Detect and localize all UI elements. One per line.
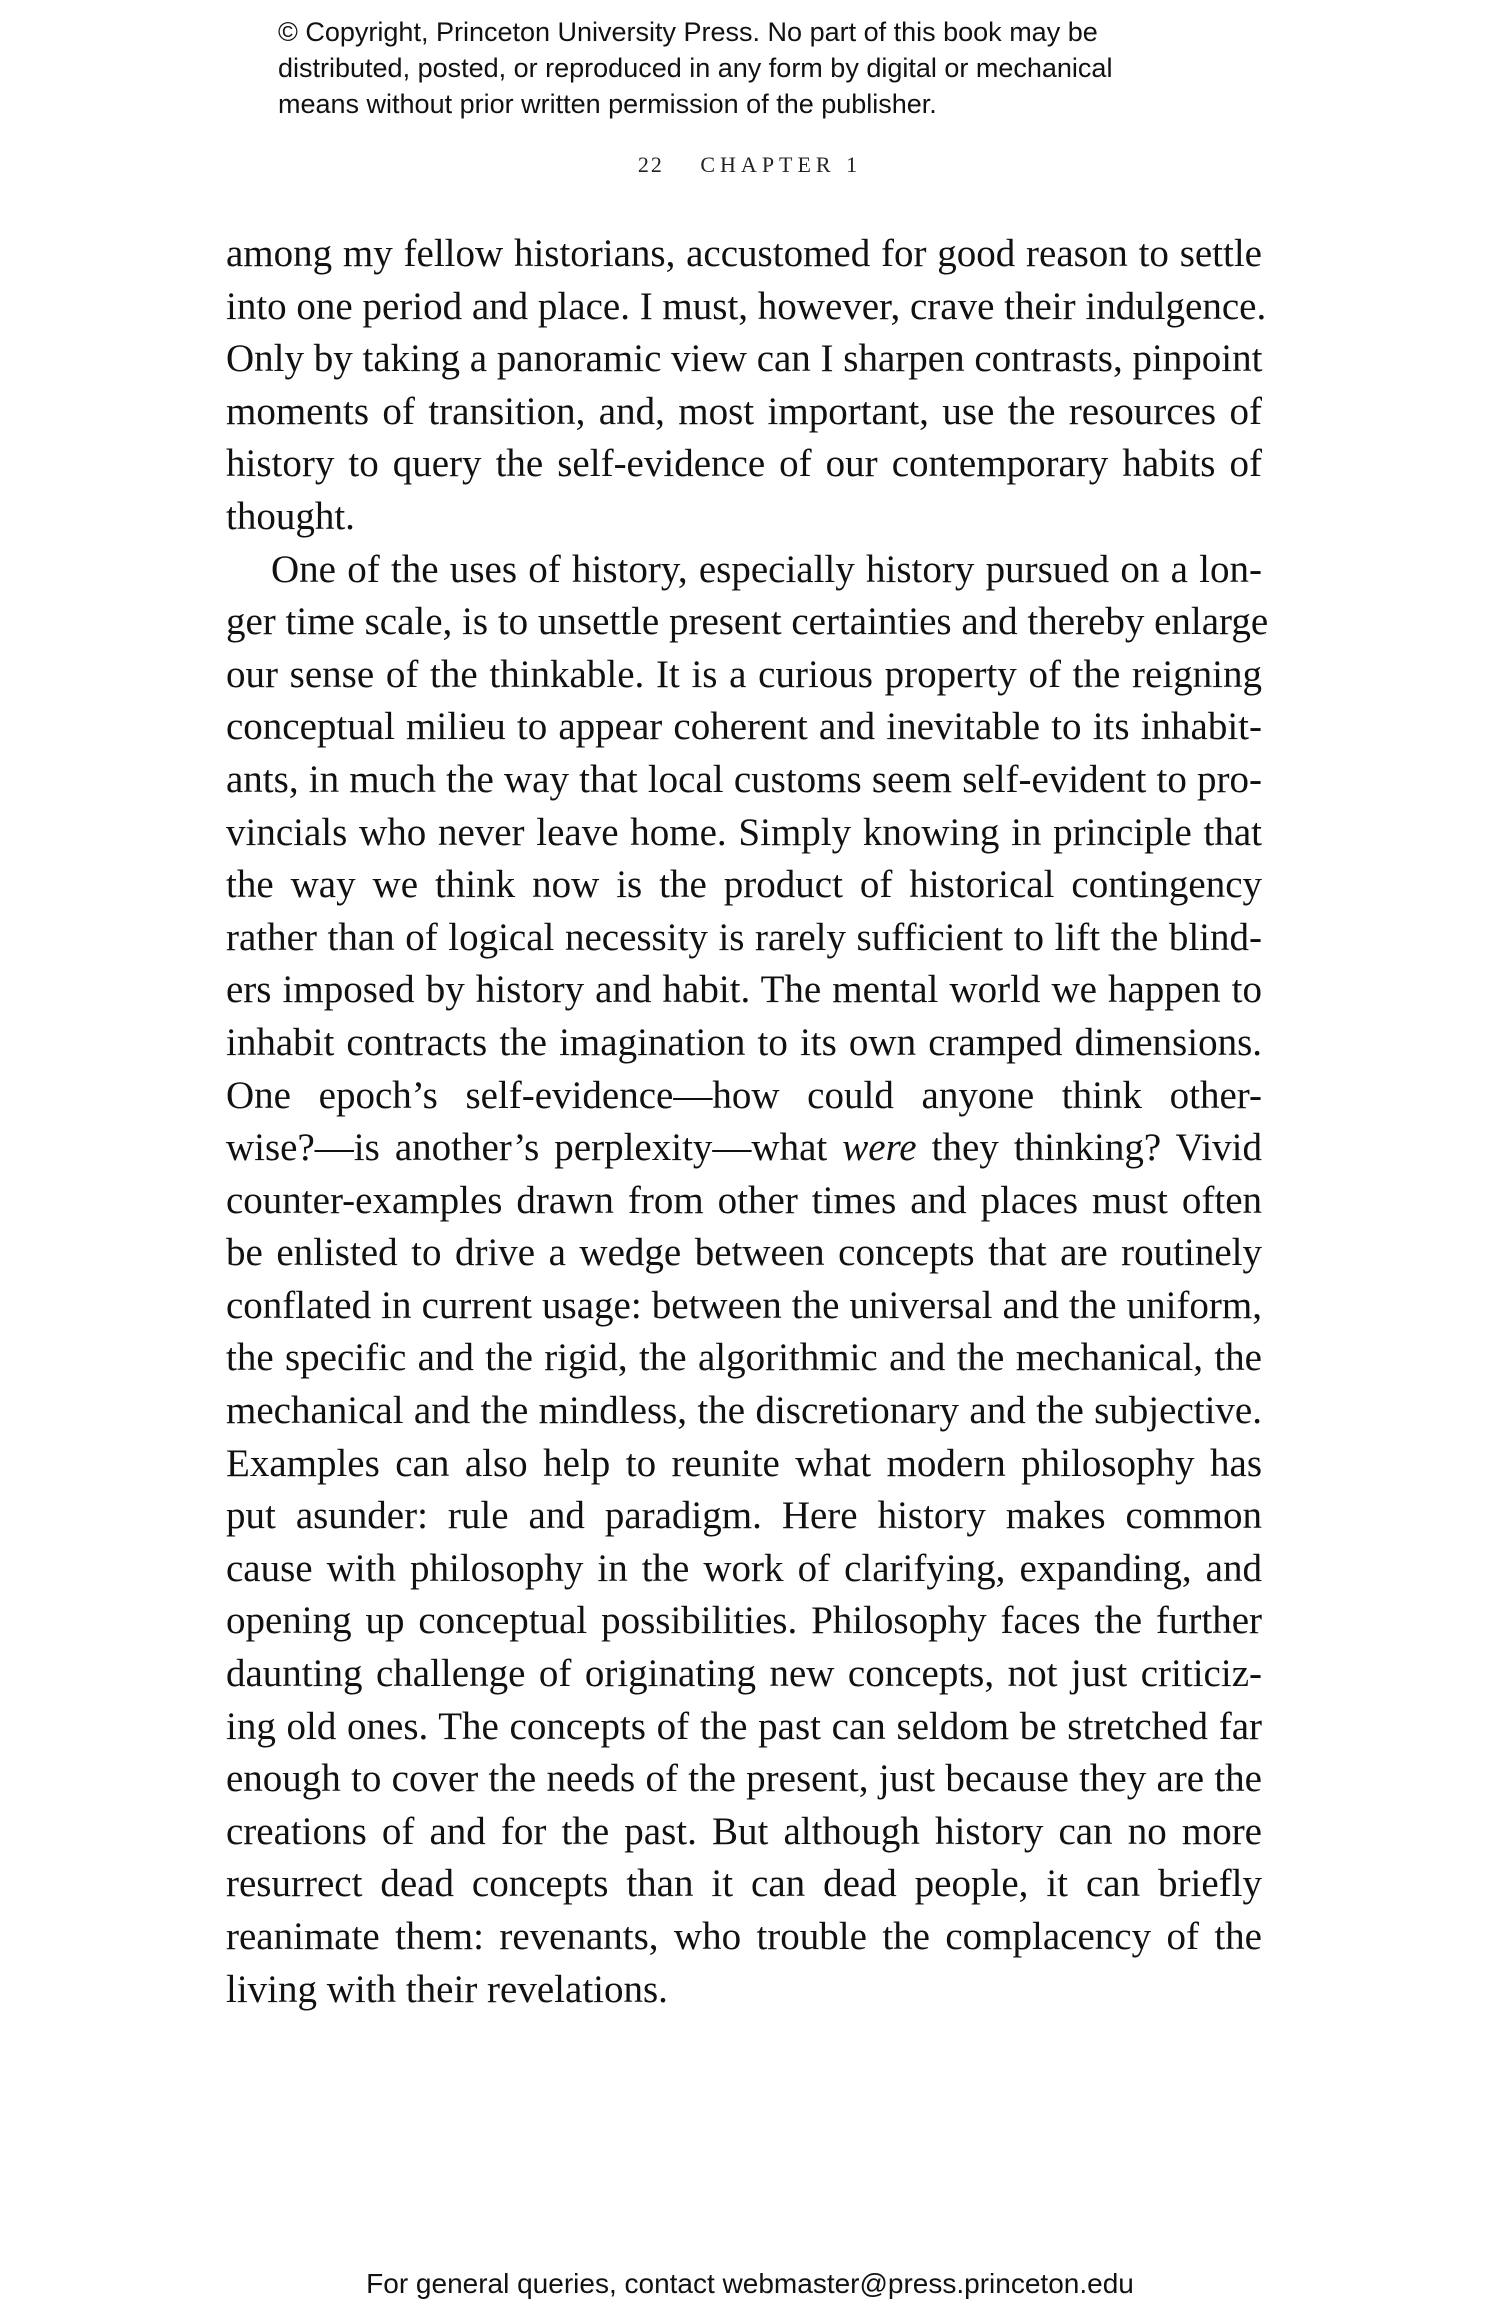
text-line: Only by taking a panoramic view can I sharpen contrasts, pinpoint [226,337,1263,381]
text-line: vincials who never leave home. Simply knowing in principle that [226,810,1262,854]
paragraph-1 [226,228,1267,544]
text-line: put asunder: rule and paradigm. Here history makes common [226,1494,1262,1538]
text-line: ers imposed by history and habit. The mental world we happen to [226,968,1262,1012]
body-text [226,228,1269,2016]
text-line: living with their revelations. [226,1967,668,2011]
text-line: rather than of logical necessity is rarely sufficient to lift the blind- [226,915,1262,959]
copyright-notice [278,14,1278,122]
text-line-with-italic [226,1122,1262,1175]
text-line: daunting challenge of originating new concepts, not just criticiz- [226,1652,1262,1696]
text-line: ing old ones. The concepts of the past can seldom be stretched far [226,1704,1262,1748]
text-line: mechanical and the mindless, the discretionary and the subjective. [226,1389,1262,1433]
text-line: our sense of the thinkable. It is a curious property of the reigning [226,652,1262,696]
text-line: ger time scale, is to unsettle present certainties and thereby enlarge [226,600,1269,644]
text-line: creations of and for the past. But although history can no more [226,1809,1262,1853]
text-line: resurrect dead concepts than it can dead people, it can briefly [226,1862,1262,1906]
text-line: history to query the self-evidence of our contemporary habits of [226,442,1262,486]
copyright-line: means without prior written permission of the publisher. [278,89,937,119]
text-line: be enlisted to drive a wedge between concepts that are routinely [226,1231,1262,1275]
text-segment: they thinking? Vivid [916,1126,1262,1170]
text-line: ants, in much the way that local customs seem self-evident to pro- [226,757,1262,801]
copyright-line: © Copyright, Princeton University Press. No part of this book may be [278,17,1098,47]
text-line: cause with philosophy in the work of clarifying, expanding, and [226,1546,1262,1590]
text-segment: wise?—is another’s perplexity—what [226,1126,843,1170]
text-line: One epoch’s self-evidence—how could anyone think other- [226,1073,1262,1117]
footer-contact: For general queries, contact webmaster@press.princeton.edu [366,2268,1134,2299]
paragraph-2 [226,544,1269,2017]
text-line: One of the uses of history, especially history pursued on a lon- [271,547,1262,591]
page-number: 22 [637,152,664,177]
italic-emphasis: were [842,1126,917,1170]
text-line: conceptual milieu to appear coherent and inevitable to its inhabit- [226,705,1262,749]
copyright-line: distributed, posted, or reproduced in any form by digital or mechanical [278,53,1113,83]
text-line: the specific and the rigid, the algorithmic and the mechanical, the [226,1336,1262,1380]
text-line: opening up conceptual possibilities. Philosophy faces the further [226,1599,1262,1643]
text-line: into one period and place. I must, however, crave their indulgence. [226,284,1267,328]
chapter-label: CHAPTER 1 [700,152,863,177]
text-line: counter-examples drawn from other times and places must often [226,1178,1262,1222]
text-line: among my fellow historians, accustomed for good reason to settle [226,232,1262,275]
text-line: the way we think now is the product of historical contingency [226,863,1262,907]
text-line: moments of transition, and, most important, use the resources of [226,389,1262,433]
text-line: thought. [226,494,355,538]
text-line: Examples can also help to reunite what modern philosophy has [226,1441,1262,1485]
text-line: reanimate them: revenants, who trouble the complacency of the [226,1915,1262,1958]
text-line: enough to cover the needs of the present, just because they are the [226,1757,1262,1801]
text-line: conflated in current usage: between the universal and the uniform, [226,1283,1262,1327]
text-line: inhabit contracts the imagination to its own cramped dimensions. [226,1020,1262,1064]
running-head [0,152,1500,178]
